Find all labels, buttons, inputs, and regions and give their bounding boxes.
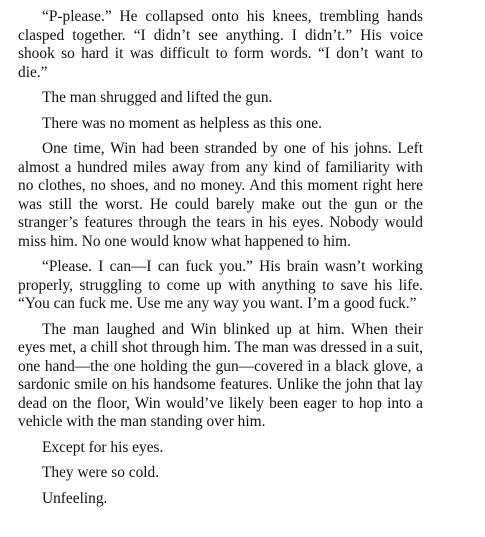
- paragraph-1: “P-please.” He collapsed onto his knees, trembling hands clasped together. “I didn’t see anything. I didn’t.” His voice shook so hard it was difficult to form words. “I don’t want to die.”: [18, 8, 423, 81]
- paragraph-3: There was no moment as helpless as this one.: [42, 114, 322, 132]
- paragraph-7: Except for his eyes.: [42, 438, 164, 456]
- paragraph-4: One time, Win had been stranded by one of his johns. Left almost a hundred miles away from any kind of familiarity with no clothes, no shoes, and no money. And this moment right here was still the worst. He could barely make out the gun or the stranger’s features through the tears in his eyes. Nobody would miss him. No one would know what happened to him.: [18, 140, 423, 250]
- paragraph-5: “Please. I can—I can fuck you.” His brain wasn’t working properly, struggling to come up with anything to save his life. “You can fuck me. Use me any way you want. I’m a good fuck.”: [18, 258, 423, 312]
- paragraph-9: Unfeeling.: [42, 489, 108, 507]
- book-page: [18, 8, 423, 508]
- paragraph-6: The man laughed and Win blinked up at him. When their eyes met, a chill shot through him. The man was dressed in a suit, one hand—the one holding the gun—covered in a black glove, a sardonic smile on his handsome features. Unlike the john that lay dead on the floor, Win would’ve likely been eager to hop into a vehicle with the man standing over him.: [18, 320, 423, 430]
- paragraph-2: The man shrugged and lifted the gun.: [42, 89, 273, 106]
- paragraph-8: They were so cold.: [42, 464, 160, 481]
